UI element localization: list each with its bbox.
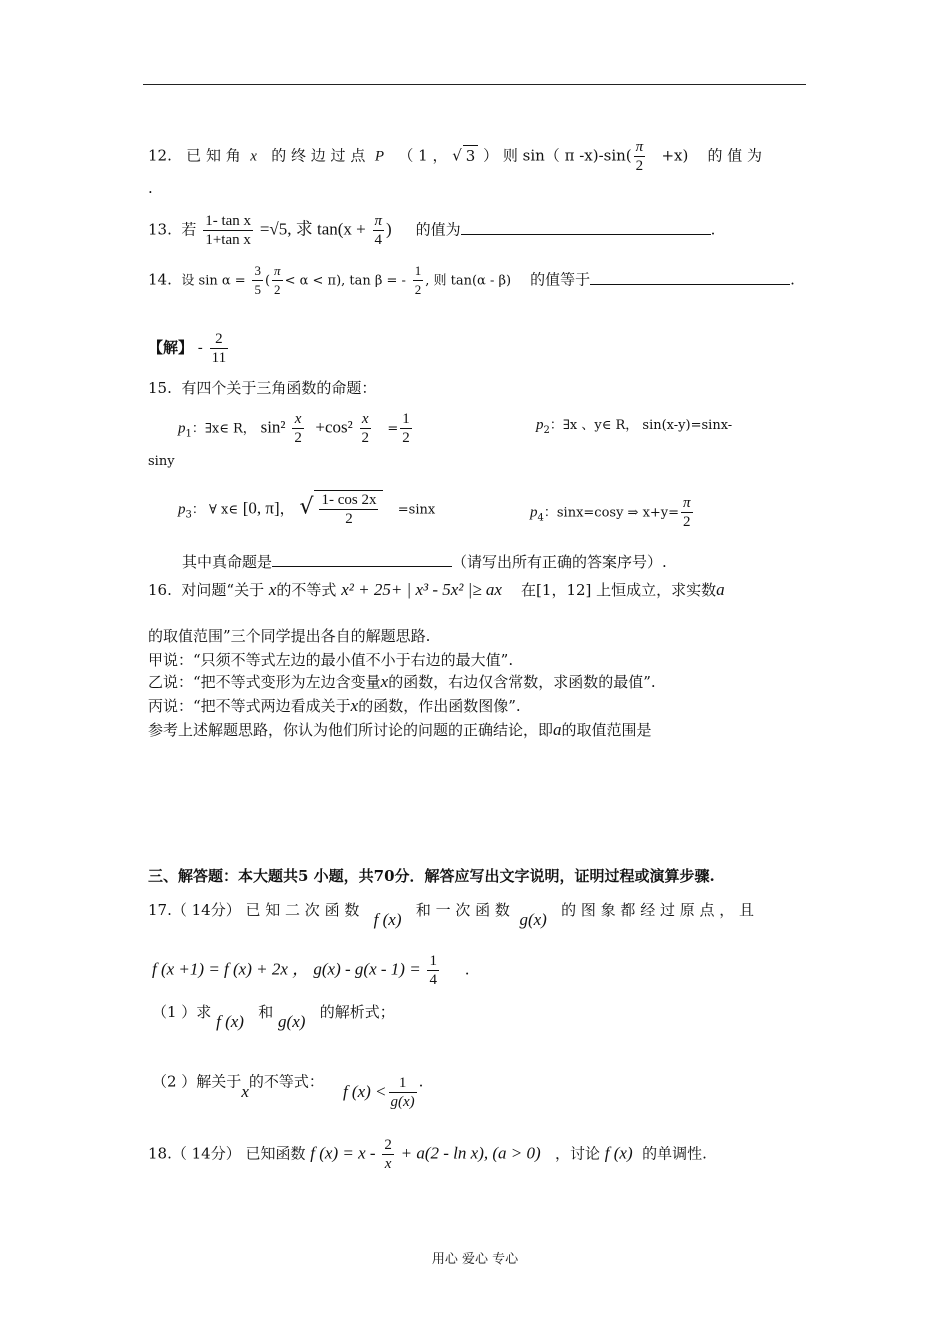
q12-expr: ） 则 sin（ π -x)-sin(: [483, 146, 632, 165]
answer-blank[interactable]: [461, 218, 711, 235]
q16-yi: [148, 672, 656, 692]
q16-text-c: 在[1，12] 上恒成立，求实数: [521, 581, 717, 599]
question-14: [148, 262, 795, 299]
q14-dot: .: [790, 270, 795, 289]
q16-text-a: 对问题“关于: [181, 581, 265, 599]
question-12: 12. 已 知 角 x 的 终 边 过 点 P （ 1 ， √ 3 ） 则 sin（ π -x)-sin( $\frac{\pi}{2}$ +x) 的 值 为: [148, 139, 762, 174]
var-x: x: [250, 148, 257, 165]
comma: ，: [279, 499, 295, 518]
interval: [0, π]: [242, 498, 280, 518]
frac-den: 1+tan x: [205, 232, 251, 248]
question-number: 15.: [148, 379, 172, 397]
frac-num: 1: [413, 262, 424, 281]
true-propositions: [182, 550, 667, 572]
frac-den: 2: [361, 430, 369, 446]
q17-text-b: 和 一 次 函 数: [415, 901, 510, 919]
q17-text-c: 的 图 象 都 经 过 原 点 ， 且: [561, 901, 755, 919]
question-number: 17.: [148, 901, 172, 919]
proposition-p1: [178, 410, 414, 447]
p-sub: 2: [543, 425, 550, 436]
one-quarter: [427, 952, 439, 989]
answer-blank[interactable]: [590, 268, 790, 285]
frac-den: 2: [635, 158, 644, 174]
q16-jia: 甲说：“只须不等式左边的最小值不小于右边的最大值”.: [148, 651, 514, 669]
frac-num: π: [683, 495, 691, 511]
q17-conditions: [152, 952, 470, 989]
g-x: g(x): [278, 1012, 306, 1031]
frac-den: 4: [374, 232, 383, 248]
p-sub: 4: [537, 512, 544, 524]
points: （ 14分）: [171, 901, 241, 919]
frac-num: 1- cos 2x: [321, 492, 377, 508]
q17-part2: [152, 1064, 424, 1110]
var-x: x: [380, 672, 389, 691]
p-sub: 1: [185, 428, 192, 440]
frac-num: x: [292, 410, 304, 429]
q14-prefix: 设 sin α =: [181, 273, 246, 289]
cond-end: .: [464, 960, 470, 979]
q18-text-c: 的单调性.: [642, 1144, 707, 1163]
frac-den: 11: [211, 350, 227, 366]
p-label: p: [178, 420, 186, 437]
question-15: [148, 378, 376, 398]
inequality: f (x) <: [342, 1081, 387, 1101]
part2-mid: 的不等式：: [248, 1072, 324, 1091]
q16-line2: 的取值范围”三个同学提出各自的解题思路.: [148, 627, 431, 645]
var-a: a: [716, 580, 725, 599]
frac-den: 2: [274, 282, 281, 297]
bing-b: 的函数，作出函数图像”.: [358, 697, 521, 715]
q12-value-text: 的 值 为: [707, 146, 762, 165]
q12-text-b: 的 终 边 过 点: [271, 146, 366, 165]
p1-text: ：∃x∈ R，: [191, 421, 256, 437]
frac-num: 3: [252, 262, 263, 281]
frac-den: g(x): [390, 1094, 415, 1110]
p3-eq: =sinx: [397, 502, 436, 518]
frac-den: x: [384, 1156, 392, 1172]
q14-range: < α < π), tan β = -: [284, 273, 406, 289]
eq: =: [387, 421, 399, 437]
p-sub: 3: [185, 509, 192, 521]
frac-num: π: [374, 213, 383, 229]
p-label: p: [530, 504, 538, 521]
answer-fraction: [210, 330, 228, 367]
question-17: [148, 900, 755, 929]
p2-text: ：∃x 、y∈ R， sin(x-y)=sinx-: [549, 418, 733, 433]
yi-a: 乙说：“把不等式变形为左边含变量: [148, 673, 381, 691]
frac-den: 2: [294, 430, 302, 446]
points: （ 14分）: [171, 1144, 241, 1163]
expr-b: + a(2 - ln x), (a > 0): [400, 1143, 541, 1163]
frac-den: 2: [345, 511, 353, 527]
expr-a: f (x) = x -: [310, 1143, 376, 1163]
question-number: 14.: [148, 270, 172, 289]
q13-dot: .: [710, 220, 716, 239]
frac-num: π: [635, 139, 644, 155]
f-x: f (x): [216, 1012, 244, 1031]
question-16: [148, 580, 725, 600]
q16-text-b: 的不等式: [276, 581, 337, 599]
true-suffix: （请写出所有正确的答案序号）.: [452, 553, 667, 571]
q14-value-text: 的值等于: [530, 270, 591, 289]
frac-num: 1- tan x: [205, 213, 252, 229]
p-label: p: [178, 501, 186, 518]
ref-b: 的取值范围是: [561, 721, 652, 739]
pi-over-2: [272, 262, 283, 299]
g-x: g(x): [519, 910, 547, 929]
f-x: f (x): [373, 910, 402, 929]
top-rule: [143, 84, 806, 85]
q14-paren: (: [264, 273, 271, 289]
q14-tail: , 则 tan(α - β): [425, 273, 512, 289]
cos-squared: +cos²: [315, 417, 353, 437]
answer-label: 【解】: [148, 338, 194, 357]
q13-close: ): [386, 219, 392, 239]
var-a: a: [553, 720, 562, 739]
sqrt-sign: √: [299, 494, 314, 520]
q17-part1: [152, 1002, 395, 1031]
two-over-x: [382, 1136, 394, 1173]
one-half: [413, 262, 424, 299]
sin-squared: sin²: [260, 417, 286, 437]
conditions: f (x +1) = f (x) + 2x ， g(x) - g(x - 1) =: [152, 959, 421, 979]
frac-num: 1: [402, 411, 410, 427]
inequality: x² + 25+ | x³ - 5x² |≥ ax: [341, 580, 502, 599]
question-number: 16.: [148, 581, 172, 599]
var-p: P: [374, 148, 385, 165]
page-footer: 用心 爱心 专心: [431, 1252, 519, 1267]
proposition-p2: [536, 414, 732, 441]
frac-den: 2: [414, 282, 422, 297]
q18-text-a: 已知函数: [245, 1144, 306, 1163]
frac-num: 2: [210, 330, 228, 349]
frac-den: 2: [683, 514, 691, 530]
question-number: 18.: [148, 1144, 172, 1163]
part1-label: （1 ）求: [152, 1003, 212, 1021]
f-x: f (x): [604, 1143, 633, 1163]
p2-continuation: siny: [148, 454, 175, 469]
var-x: x: [350, 696, 359, 715]
part2-label: （2 ）解关于: [152, 1072, 242, 1091]
frac-num: x: [360, 410, 372, 429]
p4-text: ：sinx=cosy ⇒ x+y=: [543, 505, 680, 521]
pi-over-2: [634, 138, 646, 175]
var-x: x: [241, 1081, 249, 1101]
answer-minus: -: [197, 338, 203, 357]
q13-value-text: 的值为: [415, 220, 461, 239]
answer-blank[interactable]: [272, 550, 452, 567]
proposition-p3: [178, 490, 435, 528]
pi-over-2: [681, 494, 693, 531]
frac-den: 5: [254, 282, 261, 297]
p-label: p: [536, 417, 544, 433]
q16-bing: [148, 696, 521, 716]
one-half: [400, 410, 412, 447]
q17-text-a: 已 知 二 次 函 数: [245, 901, 360, 919]
q12-point: （ 1 ，: [398, 146, 448, 165]
frac-den: 2: [402, 430, 410, 446]
ref-a: 参考上述解题思路，你认为他们所讨论的问题的正确结论，即: [148, 721, 554, 739]
var-x: x: [268, 580, 277, 599]
answer-line: [148, 330, 230, 367]
frac-den: 4: [429, 972, 437, 988]
q12-tail: +x): [661, 146, 689, 165]
q12-dot: .: [148, 179, 153, 197]
q15-text: 有四个关于三角函数的命题：: [181, 379, 377, 397]
x-over-2: [360, 410, 372, 447]
part1-tail: 的解析式；: [319, 1003, 395, 1021]
section-heading: 三、解答题：本大题共5 小题，共70分．解答应写出文字说明，证明过程或演算步骤.: [148, 867, 715, 885]
p3-text: ： ∀ x∈: [191, 502, 238, 518]
part2-end: .: [418, 1072, 424, 1091]
and: 和: [258, 1003, 274, 1021]
three-fifths: [252, 262, 263, 299]
question-13: [148, 212, 715, 249]
pi-over-4: [373, 212, 385, 249]
true-prefix: 其中真命题是: [182, 553, 273, 571]
frac-num: 2: [384, 1137, 392, 1153]
proposition-p4: [530, 494, 695, 531]
sqrt-3: 3: [463, 145, 479, 166]
frac-num: 1: [389, 1074, 417, 1093]
x-over-2: [292, 410, 304, 447]
q13-prefix: 若: [181, 220, 197, 239]
p3-fraction: [319, 491, 378, 528]
bing-a: 丙说：“把不等式两边看成关于: [148, 697, 351, 715]
q16-ref: [148, 720, 652, 740]
one-over-g: [389, 1074, 417, 1111]
tan-fraction: [203, 212, 253, 249]
frac-num: π: [272, 262, 283, 281]
question-number: 13.: [148, 220, 172, 239]
question-number: 12.: [148, 146, 172, 165]
question-18: [148, 1136, 707, 1173]
yi-b: 的函数，右边仅含常数，求函数的最值”.: [388, 673, 656, 691]
frac-num: 1: [429, 953, 437, 969]
q12-text: 已 知 角: [186, 146, 241, 165]
q18-text-b: ，讨论: [554, 1144, 600, 1163]
q13-eq: =√5, 求 tan(x +: [259, 219, 366, 239]
